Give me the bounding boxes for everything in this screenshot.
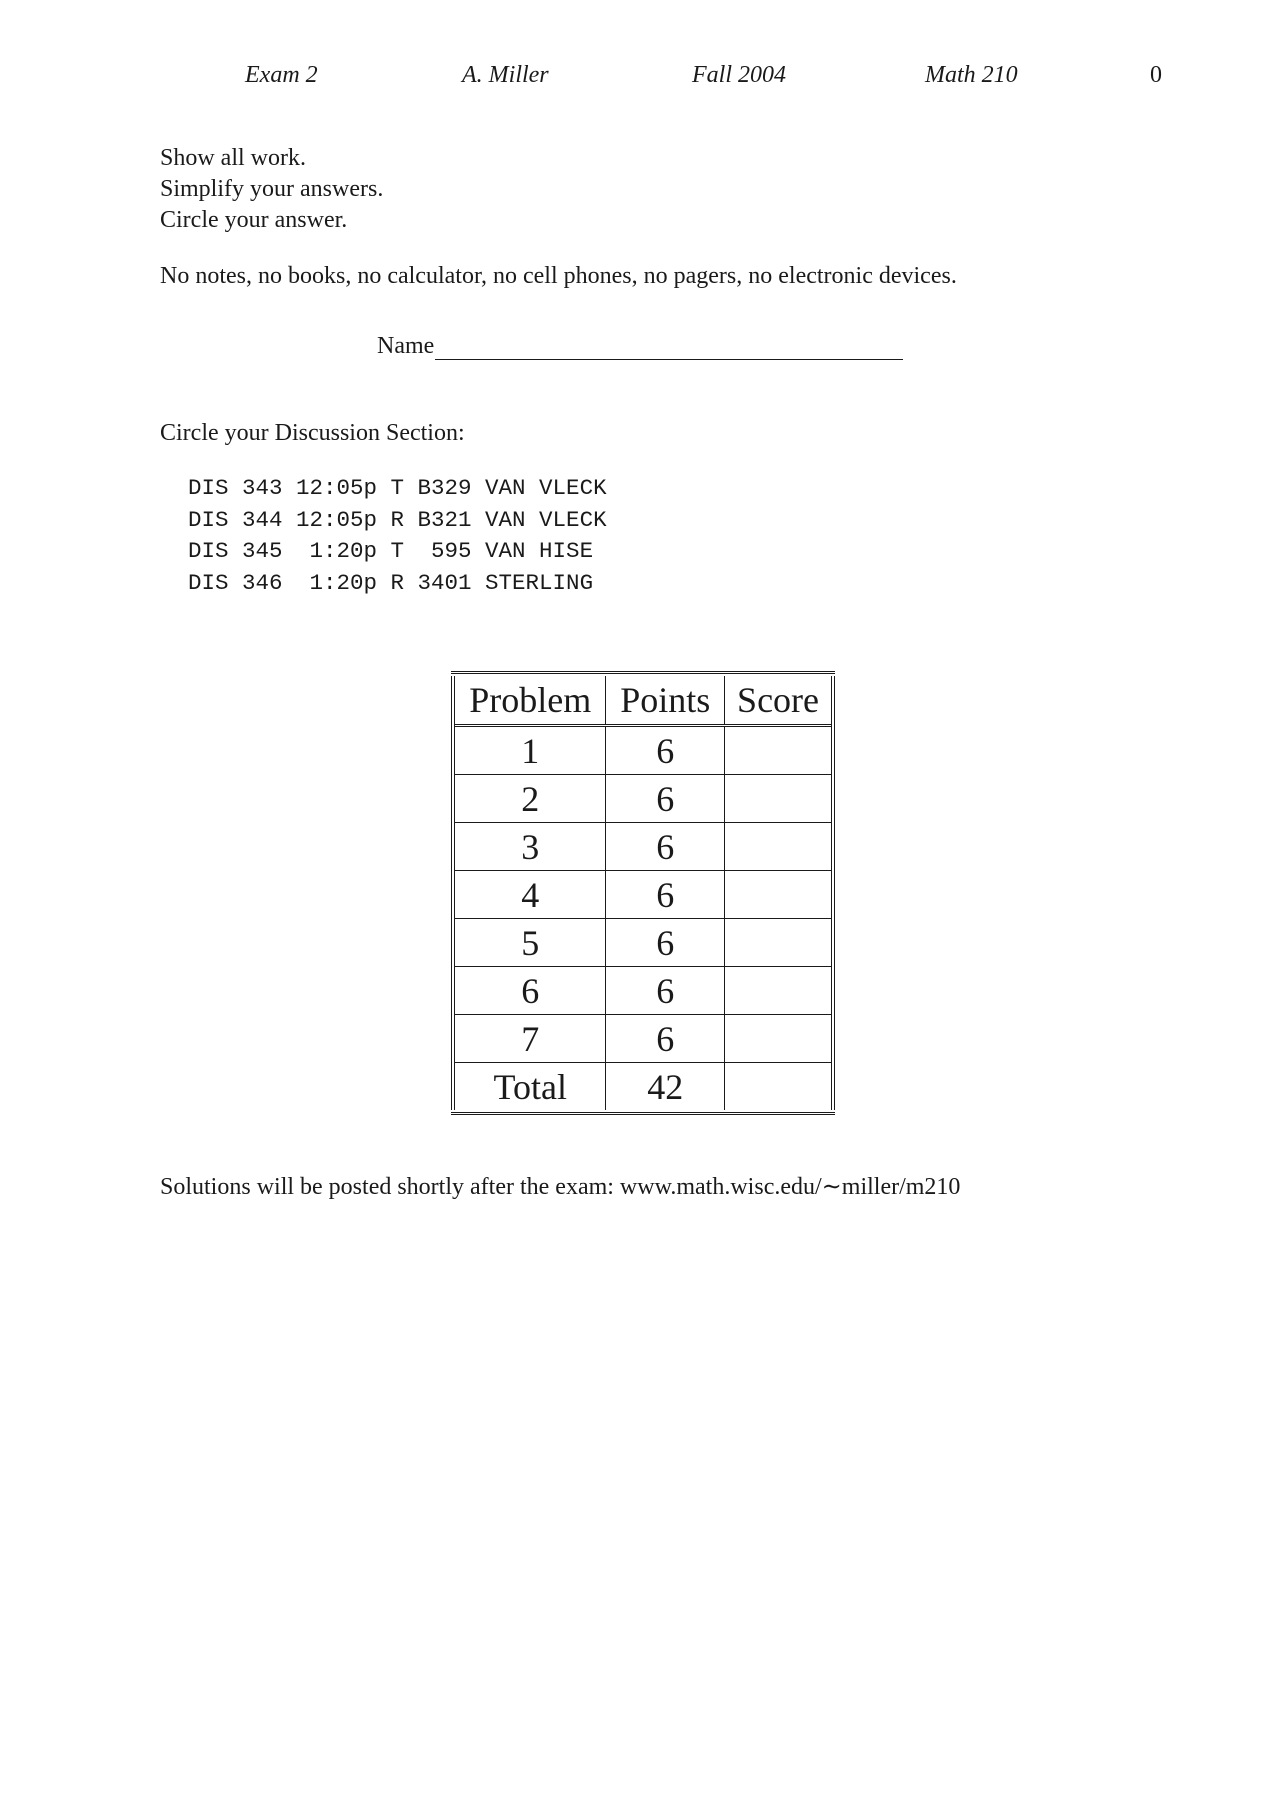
name-label: Name [377,333,435,359]
instruction-line: Simplify your answers. [160,176,384,202]
problem-cell: 2 [453,775,606,823]
page-number: 0 [1150,62,1162,88]
points-cell: 6 [606,967,725,1015]
problem-cell: 1 [453,726,606,775]
header-term: Fall 2004 [692,62,786,88]
table-row [453,1015,833,1063]
score-cell [725,726,833,775]
table-row [453,871,833,919]
name-blank-line[interactable] [435,337,903,360]
section-option[interactable]: DIS 345 1:20p T 595 VAN HISE [188,538,594,564]
score-cell [725,871,833,919]
score-cell [725,1015,833,1063]
header-course: Math 210 [925,62,1018,88]
instructions [160,143,383,236]
table-row [453,967,833,1015]
section-option[interactable]: DIS 344 12:05p R B321 VAN VLECK [188,506,607,533]
score-cell [725,919,833,967]
header-points: Points [606,676,725,726]
section-option[interactable]: DIS 343 12:05p T B329 VAN VLECK [188,475,607,501]
points-cell: 6 [606,726,725,775]
points-cell: 6 [606,823,725,871]
score-table [451,671,835,1115]
problem-cell: 4 [453,871,606,919]
problem-cell: 6 [453,967,606,1015]
header-problem: Problem [453,676,606,726]
problem-cell: 3 [453,823,606,871]
points-cell: 6 [606,1015,725,1063]
score-cell [725,823,833,871]
points-cell: 6 [606,775,725,823]
section-heading: Circle your Discussion Section: [160,420,465,446]
score-cell [725,967,833,1015]
exam-rules: No notes, no books, no calculator, no cell phones, no pagers, no electronic devices. [160,263,957,289]
points-cell: 6 [606,919,725,967]
table-row [453,823,833,871]
solutions-note: Solutions will be posted shortly after the exam: www.math.wisc.edu/∼miller/m210 [160,1174,961,1200]
header-score: Score [725,676,833,726]
name-field[interactable] [377,333,903,360]
table-row [453,919,833,967]
total-points-cell: 42 [606,1063,725,1111]
score-cell [725,775,833,823]
table-row [453,726,833,775]
table-total-row [453,1063,833,1111]
header-author: A. Miller [462,62,549,88]
header-exam: Exam 2 [245,62,318,88]
section-option[interactable]: DIS 346 1:20p R 3401 STERLING [188,569,594,596]
problem-cell: 5 [453,919,606,967]
table-row [453,775,833,823]
discussion-sections [188,473,607,599]
points-cell: 6 [606,871,725,919]
total-score-cell [725,1063,833,1111]
instruction-line: Show all work. [160,145,306,171]
table-header-row [453,676,833,726]
total-label-cell: Total [453,1063,606,1111]
problem-cell: 7 [453,1015,606,1063]
instruction-line: Circle your answer. [160,207,348,233]
